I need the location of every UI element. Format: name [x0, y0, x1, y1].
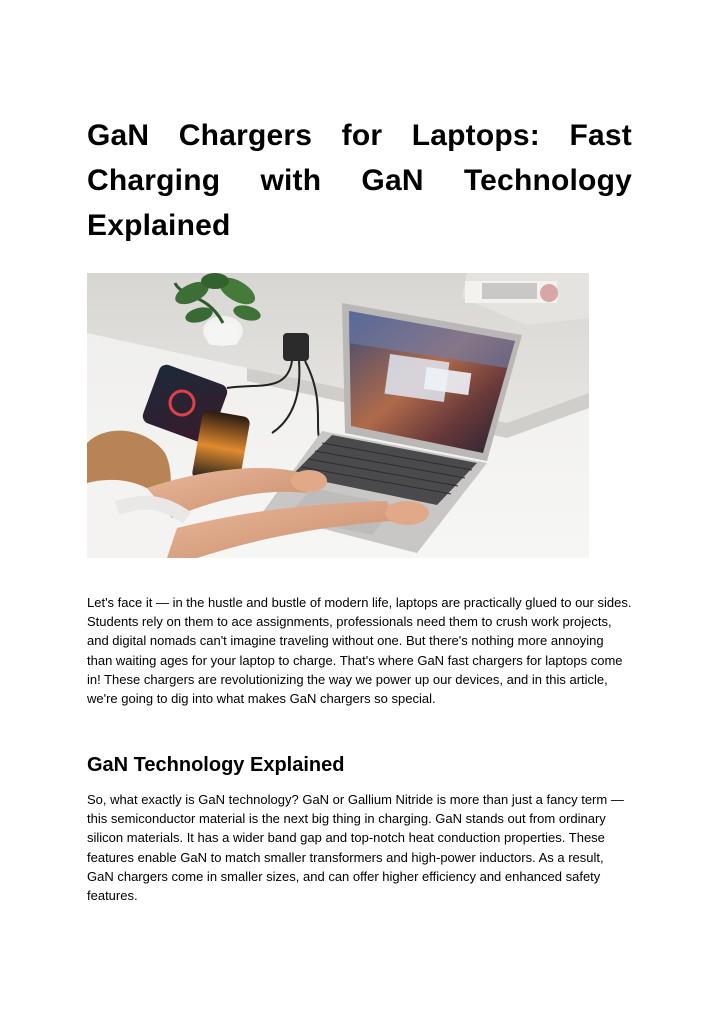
page-title: GaN Chargers for Laptops: Fast Charging with GaN Technology Explained	[87, 119, 632, 242]
hero-image	[87, 273, 589, 558]
photo-laptop-charging-icon	[87, 273, 589, 558]
intro-paragraph: Let's face it — in the hustle and bustle of modern life, laptops are practically glued to our sides. Students rely on them to ace assignments, professionals need them to crush work projects, and digital nomads can't imagine traveling without one. But there's nothing more annoying than waiting ages for your laptop to charge. That's where GaN fast chargers for laptops come in! These chargers are revolutionizing the way we power up our devices, and in this article, we're going to dig into what makes GaN chargers so special.	[87, 595, 632, 707]
section-paragraph: So, what exactly is GaN technology? GaN or Gallium Nitride is more than just a fancy term — this semiconductor material is the next big thing in charging. GaN stands out from ordinary silicon materials. It has a wider band gap and top-notch heat conduction properties. These features enable GaN to match smaller transformers and high-power inductors. As a result, GaN chargers come in smaller sizes, and can offer higher efficiency and enhanced safety features.	[87, 792, 624, 904]
section-heading: GaN Technology Explained	[87, 754, 345, 776]
